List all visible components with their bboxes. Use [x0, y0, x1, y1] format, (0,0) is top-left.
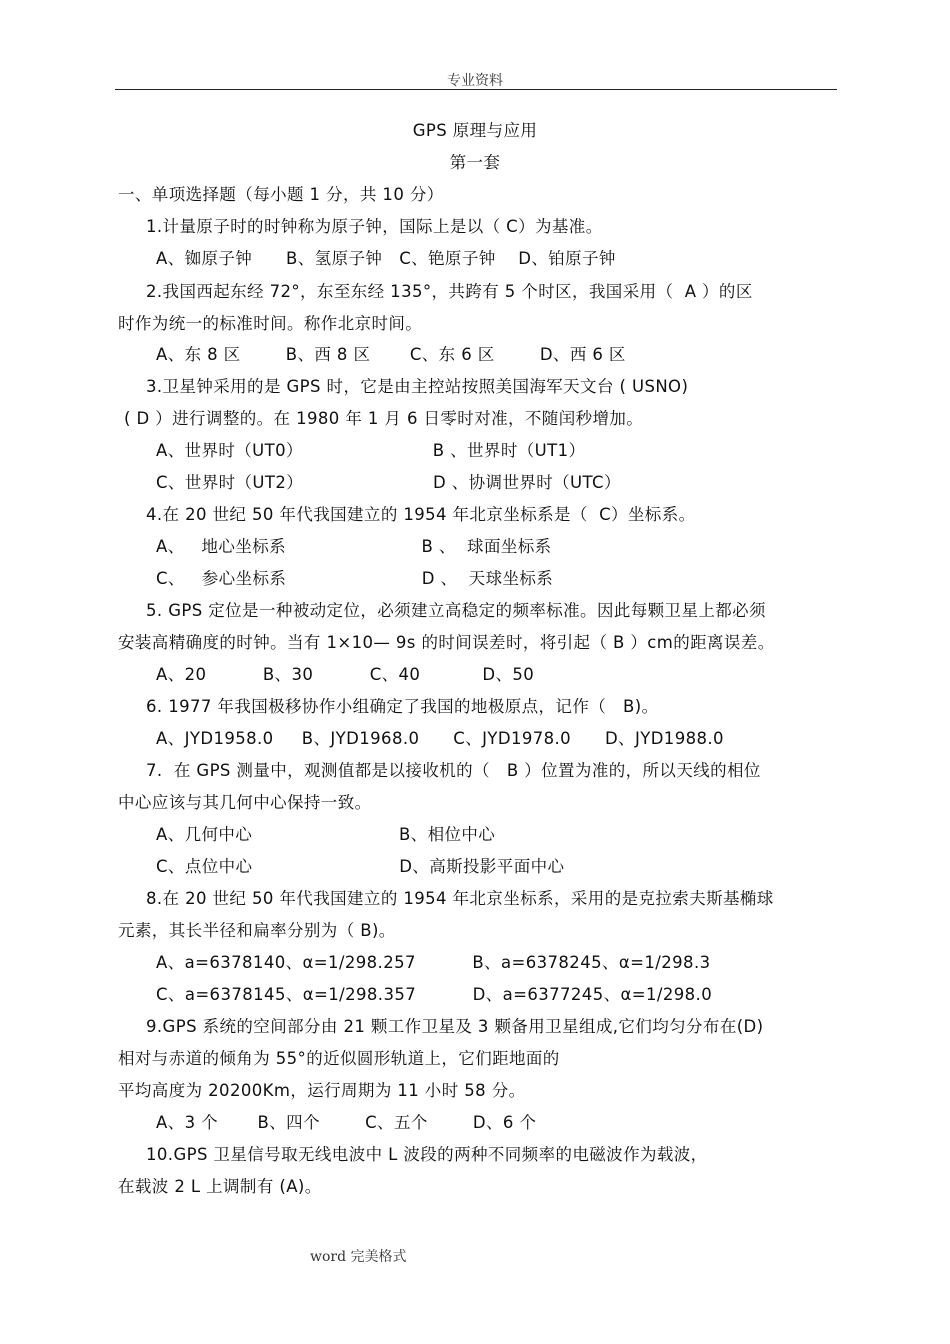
question-line: 2.我国西起东经 72°，东至东经 135°，共跨有 5 个时区，我国采用（ A ）的区: [146, 282, 753, 301]
option-line: A、3 个 B、四个 C、五个 D、6 个: [156, 1113, 537, 1132]
question-line: ( D ）进行调整的。在 1980 年 1 月 6 日零时对准，不随闰秒增加。: [124, 409, 644, 428]
question-line: 5. GPS 定位是一种被动定位，必须建立高稳定的频率标准。因此每颗卫星上都必须: [146, 601, 766, 620]
option-line: C、世界时（UT2） D 、协调世界时（UTC）: [156, 473, 621, 492]
option-line: C、点位中心 D、高斯投影平面中心: [156, 857, 565, 876]
document-subtitle: 第一套: [449, 153, 501, 172]
option-line: C、a=6378145、α=1/298.357 D、a=6377245、α=1/298.0: [156, 985, 713, 1004]
question-line: 平均高度为 20200Km，运行周期为 11 小时 58 分。: [118, 1081, 526, 1100]
option-line: A、铷原子钟 B、氢原子钟 C、铯原子钟 D、铂原子钟: [156, 249, 616, 268]
question-line: 6. 1977 年我国极移协作小组确定了我国的地极原点，记作（ B)。: [146, 697, 659, 716]
page-header: 专业资料: [447, 73, 503, 89]
question-line: 3.卫星钟采用的是 GPS 时，它是由主控站按照美国海军天文台 ( USNO): [146, 377, 689, 396]
question-line: 7. 在 GPS 测量中，观测值都是以接收机的（ B ）位置为准的，所以天线的相位: [146, 761, 761, 780]
option-line: A、东 8 区 B、西 8 区 C、东 6 区 D、西 6 区: [156, 345, 626, 364]
question-line: 元素，其长半径和扁率分别为（ B)。: [118, 921, 396, 940]
question-line: 安装高精确度的时钟。当有 1×10— 9s 的时间误差时，将引起（ B ）cm的距离误差。: [118, 633, 775, 652]
question-line: 1.计量原子时的时钟称为原子钟，国际上是以（ C）为基准。: [146, 217, 603, 236]
question-line: 中心应该与其几何中心保持一致。: [118, 793, 372, 812]
option-line: A、 地心坐标系 B 、 球面坐标系: [156, 537, 552, 556]
document-title: GPS 原理与应用: [412, 121, 538, 140]
question-line: 8.在 20 世纪 50 年代我国建立的 1954 年北京坐标系，采用的是克拉索夫斯基椭球: [146, 889, 774, 908]
header-divider: [115, 89, 837, 90]
option-line: A、20 B、30 C、40 D、50: [156, 665, 535, 684]
option-line: A、几何中心 B、相位中心: [156, 825, 496, 844]
question-line: 相对与赤道的倾角为 55°的近似圆形轨道上，它们距地面的: [118, 1049, 560, 1068]
option-line: A、a=6378140、α=1/298.257 B、a=6378245、α=1/298.3: [156, 953, 711, 972]
option-line: A、世界时（UT0） B 、世界时（UT1）: [156, 441, 586, 460]
question-line: 在载波 2 L 上调制有 (A)。: [118, 1177, 322, 1196]
question-line: 时作为统一的标准时间。称作北京时间。: [118, 314, 423, 333]
option-line: A、JYD1958.0 B、JYD1968.0 C、JYD1978.0 D、JYD1988.0: [156, 729, 724, 748]
option-line: C、 参心坐标系 D 、 天球坐标系: [156, 569, 554, 588]
question-line: 9.GPS 系统的空间部分由 21 颗工作卫星及 3 颗备用卫星组成,它们均匀分布在(D): [146, 1017, 764, 1036]
question-line: 10.GPS 卫星信号取无线电波中 L 波段的两种不同频率的电磁波作为载波，: [146, 1145, 708, 1164]
page-footer: word 完美格式: [310, 1249, 407, 1265]
section-heading: 一、单项选择题（每小题 1 分，共 10 分）: [118, 185, 444, 204]
question-line: 4.在 20 世纪 50 年代我国建立的 1954 年北京坐标系是（ C）坐标系。: [146, 505, 696, 524]
